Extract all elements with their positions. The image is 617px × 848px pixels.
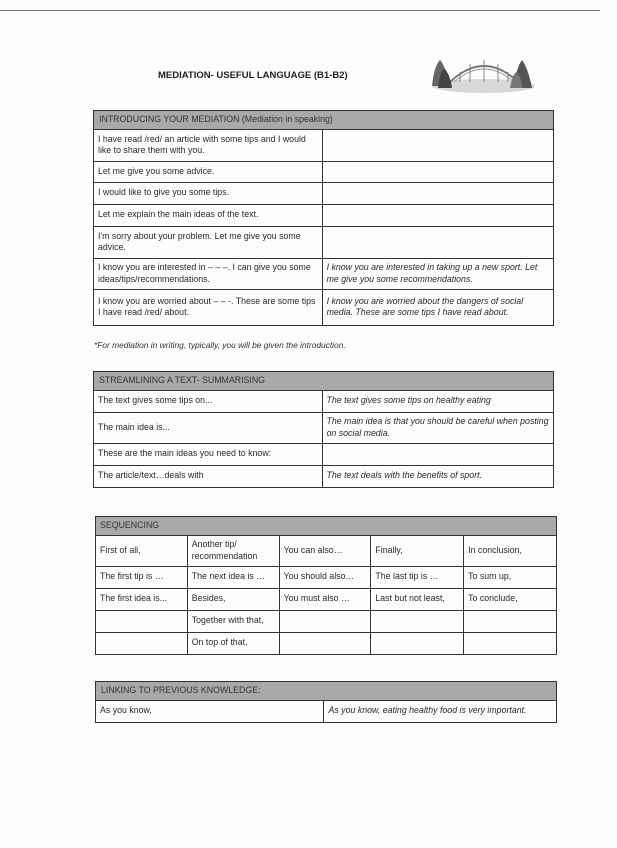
table-cell: I'm sorry about your problem. Let me give you some advice. xyxy=(94,226,323,258)
section-heading: LINKING TO PREVIOUS KNOWLEDGE: xyxy=(96,682,557,701)
table-cell: The first tip is … xyxy=(96,566,188,588)
table-cell: The main idea is... xyxy=(94,412,323,443)
table-cell: First of all, xyxy=(96,535,188,566)
table-cell: I would like to give you some tips. xyxy=(94,182,323,204)
table-cell xyxy=(322,443,553,465)
table-cell: I have read /red/ an article with some tips and I would like to share them with you. xyxy=(94,129,323,161)
table-cell xyxy=(96,610,188,632)
table-cell: Finally, xyxy=(371,535,464,566)
page-title: MEDIATION- USEFUL LANGUAGE (B1-B2) xyxy=(158,70,348,81)
table-cell xyxy=(464,610,557,632)
table-cell: The next idea is … xyxy=(187,566,279,588)
table-cell: The text gives some tips on... xyxy=(94,390,323,412)
table-cell: The main idea is that you should be careful when posting on social media. xyxy=(322,412,553,443)
introducing-table xyxy=(93,110,554,326)
table-cell: Another tip/ recommendation xyxy=(187,535,279,566)
bridge-illustration xyxy=(430,46,534,94)
mediation-note: *For mediation in writing, typically, you will be given the introduction. xyxy=(94,340,346,350)
table-cell: You must also … xyxy=(279,588,371,610)
table-cell: Let me give you some advice. xyxy=(94,161,323,182)
table-cell: You should also… xyxy=(279,566,371,588)
table-cell xyxy=(371,632,464,654)
table-cell: As you know, xyxy=(96,700,324,722)
sequencing-table xyxy=(95,516,557,655)
table-cell xyxy=(322,182,553,204)
table-cell xyxy=(322,161,553,182)
streamlining-table xyxy=(93,371,554,488)
table-cell xyxy=(322,129,553,161)
section-heading: SEQUENCING xyxy=(96,517,557,536)
table-cell: Besides, xyxy=(187,588,279,610)
table-cell: Last but not least, xyxy=(371,588,464,610)
table-cell xyxy=(96,632,188,654)
table-cell: I know you are interested in – – –. I can give you some ideas/tips/recommendations. xyxy=(94,258,323,289)
table-cell xyxy=(464,632,557,654)
table-cell: These are the main ideas you need to know: xyxy=(94,443,323,465)
table-cell: The text gives some tips on healthy eating xyxy=(322,390,553,412)
table-cell: I know you are worried about – – -. These are some tips I have read /red/ about. xyxy=(94,289,323,325)
table-cell: The text deals with the benefits of sport. xyxy=(322,465,553,487)
table-cell: On top of that, xyxy=(187,632,279,654)
section-heading: STREAMLINING A TEXT- SUMMARISING xyxy=(94,372,554,391)
table-cell: I know you are interested in taking up a new sport. Let me give you some recommendations. xyxy=(322,258,553,289)
table-cell: Let me explain the main ideas of the text. xyxy=(94,204,323,226)
table-cell xyxy=(371,610,464,632)
table-cell: You can also… xyxy=(279,535,371,566)
linking-table xyxy=(95,681,557,723)
table-cell: To conclude, xyxy=(464,588,557,610)
table-cell xyxy=(322,226,553,258)
section-heading: INTRODUCING YOUR MEDIATION (Mediation in speaking) xyxy=(94,111,554,130)
table-cell xyxy=(279,610,371,632)
table-cell: In conclusion, xyxy=(464,535,557,566)
table-cell: As you know, eating healthy food is very important. xyxy=(324,700,557,722)
page-top-rule xyxy=(0,10,600,11)
table-cell xyxy=(322,204,553,226)
table-cell: The last tip is … xyxy=(371,566,464,588)
table-cell xyxy=(279,632,371,654)
table-cell: The article/text…deals with xyxy=(94,465,323,487)
table-cell: I know you are worried about the dangers of social media. These are some tips I have read about. xyxy=(322,289,553,325)
table-cell: Together with that, xyxy=(187,610,279,632)
table-cell: To sum up, xyxy=(464,566,557,588)
table-cell: The first idea is... xyxy=(96,588,188,610)
